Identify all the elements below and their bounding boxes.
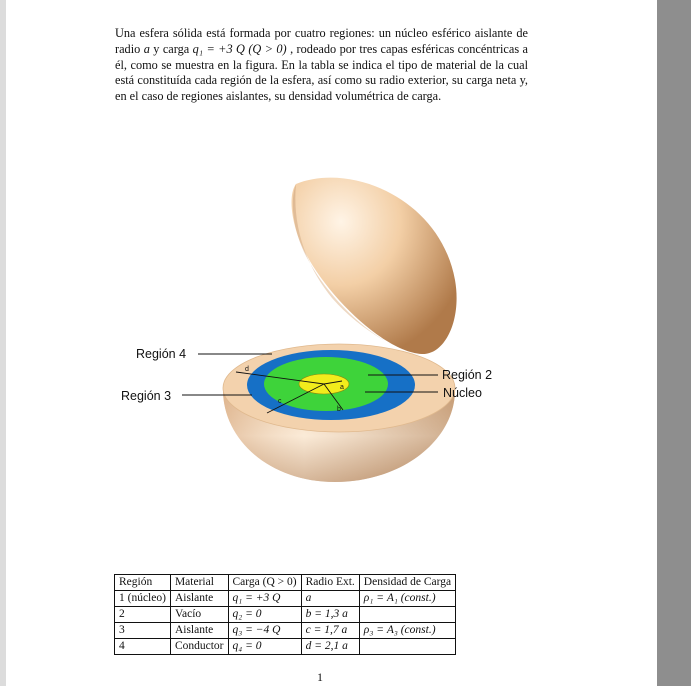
cell-density <box>359 607 455 623</box>
text-part: , rodeado por tres capas esféricas concéntricas a él, como se muestra en la figura. En la tabla se indica el tipo de material de la cual está constituída cada región de la esfera, así como su radio exterior, su carga neta y, en el caso de regiones aislantes, su densidad volumétrica de carga. <box>115 41 528 104</box>
table-row <box>115 607 456 623</box>
radius-label-a: a <box>340 384 344 391</box>
math-radius: a <box>143 41 150 56</box>
table-row <box>115 591 456 607</box>
cell-radius: d = 2,1 a <box>301 639 359 655</box>
table-row <box>115 639 456 655</box>
cell-region: 2 <box>115 607 171 623</box>
header-region: Región <box>115 575 171 591</box>
cell-density <box>359 639 455 655</box>
cell-charge: q₃ = −4 Q <box>228 623 301 639</box>
text-part: y carga <box>149 41 193 56</box>
header-charge: Carga (Q > 0) <box>228 575 301 591</box>
viewer-left-edge <box>0 0 6 686</box>
cell-material: Aislante <box>170 591 228 607</box>
math-charge: q₁ = +3 Q (Q > 0) <box>192 41 287 56</box>
viewer-right-edge <box>657 0 691 686</box>
table-row <box>115 623 456 639</box>
label-region4: Región 4 <box>136 347 187 361</box>
cell-radius: b = 1,3 a <box>301 607 359 623</box>
radius-label-b: b <box>337 406 341 413</box>
sphere-illustration <box>110 170 550 510</box>
header-density: Densidad de Carga <box>359 575 455 591</box>
label-nucleus: Núcleo <box>443 386 482 400</box>
label-region2: Región 2 <box>442 368 493 382</box>
cell-density: ρ₁ = A₁ (const.) <box>359 591 455 607</box>
cell-region: 4 <box>115 639 171 655</box>
cell-density: ρ₃ = A₃ (const.) <box>359 623 455 639</box>
cell-charge: q₁ = +3 Q <box>228 591 301 607</box>
cell-radius: c = 1,7 a <box>301 623 359 639</box>
cell-region: 1 (núcleo) <box>115 591 171 607</box>
label-region3: Región 3 <box>121 389 172 403</box>
cell-charge: q₄ = 0 <box>228 639 301 655</box>
cell-material: Vacío <box>170 607 228 623</box>
sphere-figure <box>110 170 550 510</box>
cell-radius: a <box>301 591 359 607</box>
radius-label-d: d <box>245 366 249 373</box>
table-header-row <box>115 575 456 591</box>
header-material: Material <box>170 575 228 591</box>
header-radius: Radio Ext. <box>301 575 359 591</box>
radius-label-c: c <box>278 398 282 405</box>
regions-table <box>114 574 456 655</box>
cell-material: Aislante <box>170 623 228 639</box>
problem-statement <box>115 26 528 105</box>
cell-charge: q₂ = 0 <box>228 607 301 623</box>
upper-hemisphere <box>292 178 457 355</box>
page-number: 1 <box>317 670 323 684</box>
cell-region: 3 <box>115 623 171 639</box>
cell-material: Conductor <box>170 639 228 655</box>
text-part: Una esfera sólida está formada por cuatro regiones: un núcleo esférico aislante de radio <box>115 26 528 56</box>
